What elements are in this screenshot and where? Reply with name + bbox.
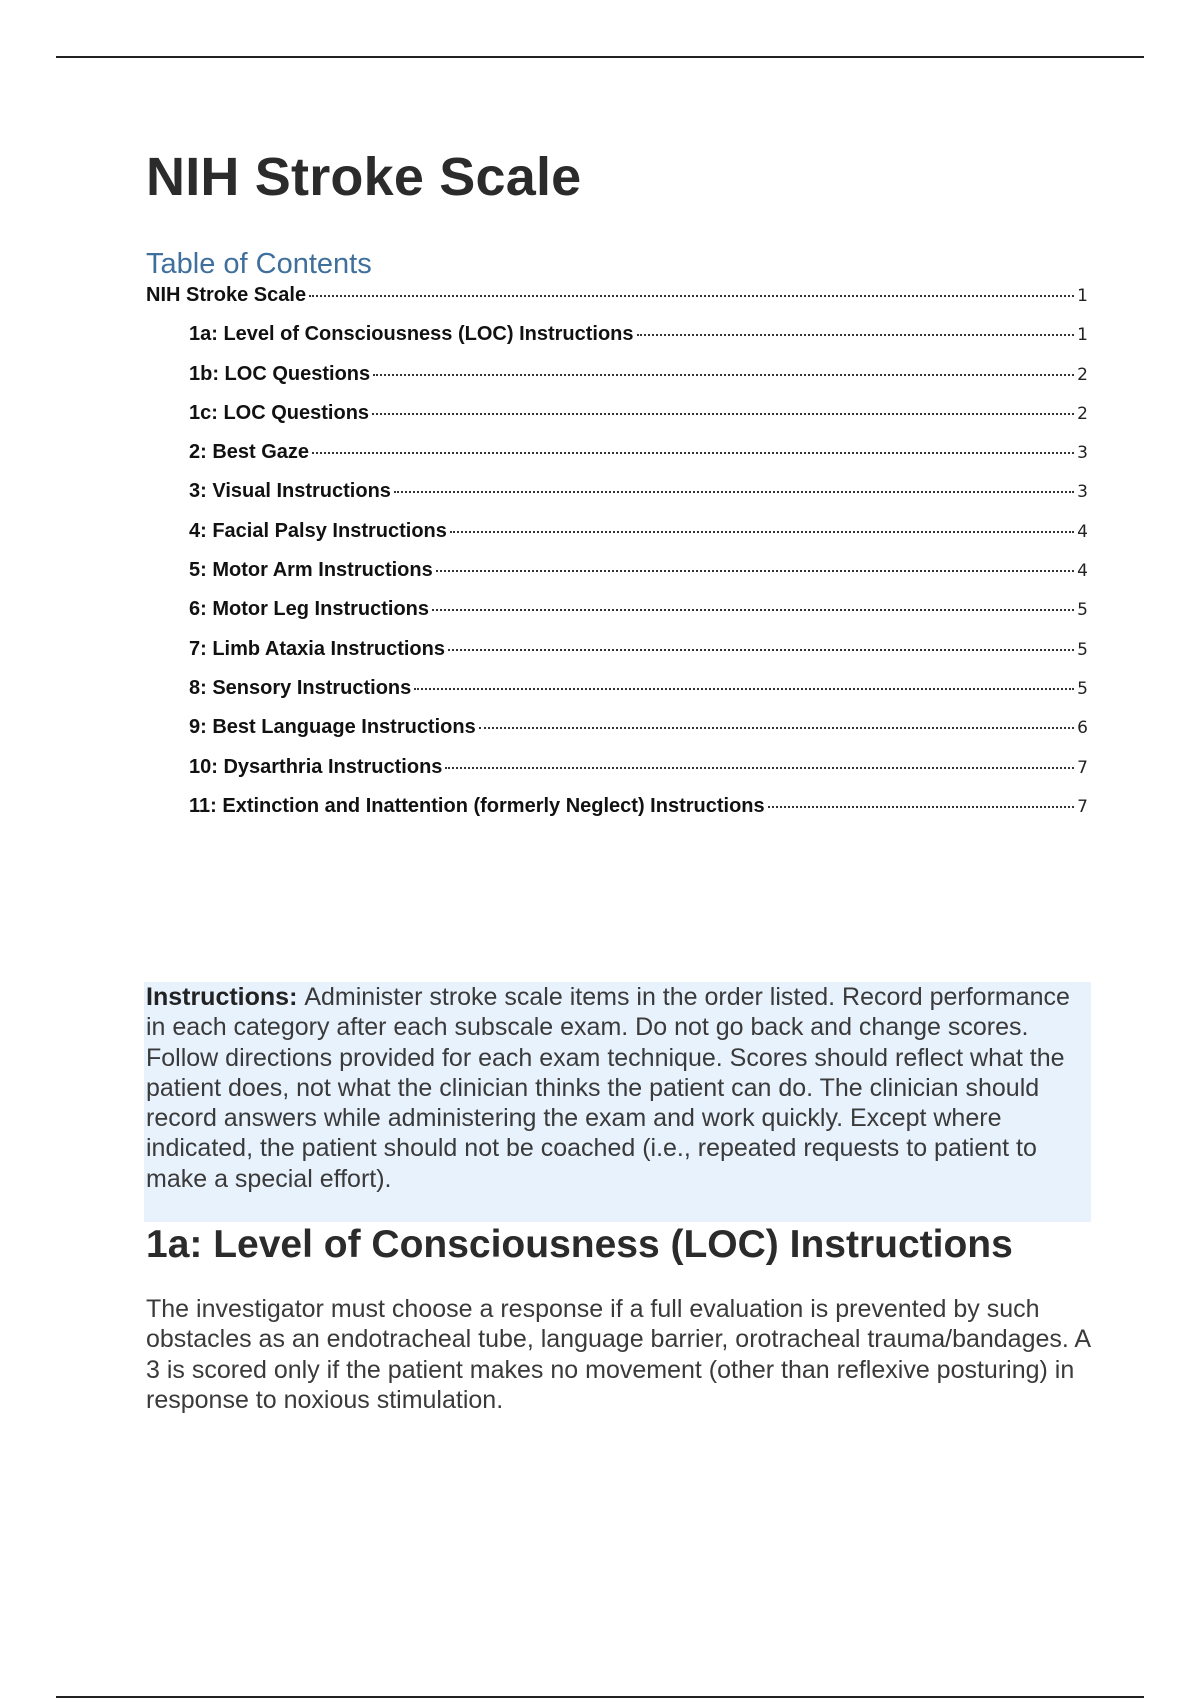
toc-entry-label: 11: Extinction and Inattention (formerly Neglect) Instructions xyxy=(189,794,765,817)
toc-entry-label: 3: Visual Instructions xyxy=(189,480,391,503)
toc-entry-page: 4 xyxy=(1077,561,1088,582)
toc-entry[interactable] xyxy=(146,323,1088,362)
table-of-contents xyxy=(146,284,1088,834)
toc-entry[interactable] xyxy=(146,402,1088,441)
toc-entry-page: 2 xyxy=(1077,403,1088,424)
toc-entry[interactable] xyxy=(146,716,1088,755)
toc-entry-label: 1a: Level of Consciousness (LOC) Instructions xyxy=(189,323,634,346)
toc-entry-page: 5 xyxy=(1077,639,1088,660)
toc-entry-page: 3 xyxy=(1077,482,1088,503)
page-top-rule xyxy=(56,56,1144,58)
toc-entry-page: 2 xyxy=(1077,364,1088,385)
toc-dot-leader xyxy=(432,609,1074,611)
toc-entry[interactable] xyxy=(146,520,1088,559)
page-bottom-rule xyxy=(56,1696,1144,1698)
section-body-1a: The investigator must choose a response if a full evaluation is prevented by such obstacles as an endotracheal tube, language barrier, orotracheal trauma/bandages. A 3 is scored only if the patient makes no movement (other than reflexive posturing) in response to noxious stimulation. xyxy=(146,1295,1090,1414)
toc-entry-label: 5: Motor Arm Instructions xyxy=(189,559,433,582)
instructions-box xyxy=(144,982,1091,1222)
toc-dot-leader xyxy=(768,806,1075,808)
toc-dot-leader xyxy=(309,295,1074,297)
toc-dot-leader xyxy=(445,767,1074,769)
toc-entry[interactable] xyxy=(146,363,1088,402)
toc-entry[interactable] xyxy=(146,756,1088,795)
toc-dot-leader xyxy=(372,413,1074,415)
toc-entry[interactable] xyxy=(146,638,1088,677)
toc-entry-label: 1b: LOC Questions xyxy=(189,362,371,385)
toc-entry[interactable] xyxy=(146,559,1088,598)
toc-entry[interactable] xyxy=(146,598,1088,637)
toc-entry-page: 5 xyxy=(1077,678,1088,699)
toc-entry-page: 5 xyxy=(1077,600,1088,621)
toc-entry-label: 2: Best Gaze xyxy=(189,441,310,464)
toc-entry-page: 6 xyxy=(1077,718,1088,739)
instructions-text: Administer stroke scale items in the order listed. Record performance in each category after each subscale exam. Do not go back and change scores. Follow directions provided for each exam technique. Scores should reflect what the patient does, not what the clinician thinks the patient can do. The clinician should record answers while administering the exam and work quickly. Except where indicated, the patient should not be coached (i.e., repeated requests to patient to make a special effort). xyxy=(146,983,1070,1193)
toc-dot-leader xyxy=(394,491,1074,493)
section-heading-1a: 1a: Level of Consciousness (LOC) Instructions xyxy=(146,1223,1013,1266)
toc-entry-page: 4 xyxy=(1077,521,1088,542)
toc-entry-label: 4: Facial Palsy Instructions xyxy=(189,519,447,542)
toc-entry[interactable] xyxy=(146,795,1088,834)
toc-dot-leader xyxy=(450,531,1074,533)
toc-dot-leader xyxy=(414,688,1074,690)
toc-entry-page: 7 xyxy=(1077,796,1088,817)
toc-dot-leader xyxy=(448,649,1074,651)
toc-entry[interactable] xyxy=(146,441,1088,480)
toc-dot-leader xyxy=(479,727,1074,729)
toc-entry[interactable] xyxy=(146,284,1088,323)
toc-entry[interactable] xyxy=(146,677,1088,716)
instructions-lead: Instructions: xyxy=(146,983,305,1011)
toc-entry-label: 9: Best Language Instructions xyxy=(189,716,476,739)
toc-heading: Table of Contents xyxy=(146,248,372,280)
toc-dot-leader xyxy=(436,570,1074,572)
toc-entry-label: 8: Sensory Instructions xyxy=(189,676,412,699)
toc-entry-page: 1 xyxy=(1077,325,1088,346)
toc-dot-leader xyxy=(637,334,1075,336)
toc-entry[interactable] xyxy=(146,480,1088,519)
toc-entry-label: 6: Motor Leg Instructions xyxy=(189,598,429,621)
toc-entry-page: 3 xyxy=(1077,443,1088,464)
toc-entry-page: 7 xyxy=(1077,757,1088,778)
toc-entry-label: NIH Stroke Scale xyxy=(146,284,307,306)
toc-entry-label: 10: Dysarthria Instructions xyxy=(189,755,443,778)
toc-entry-label: 1c: LOC Questions xyxy=(189,401,370,424)
page-title: NIH Stroke Scale xyxy=(146,147,582,207)
toc-entry-label: 7: Limb Ataxia Instructions xyxy=(189,637,445,660)
toc-dot-leader xyxy=(373,374,1074,376)
toc-entry-page: 1 xyxy=(1077,286,1088,306)
toc-dot-leader xyxy=(312,452,1074,454)
